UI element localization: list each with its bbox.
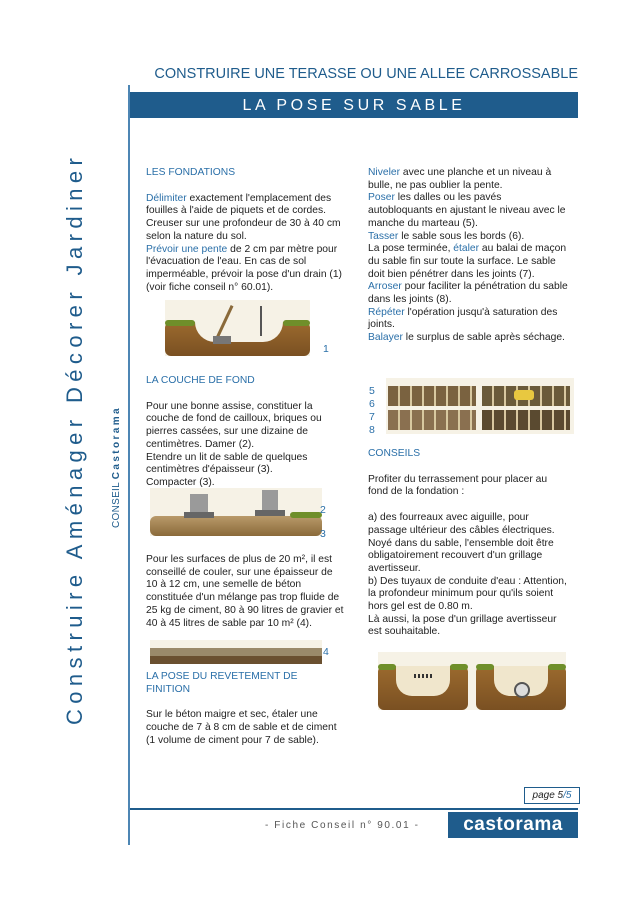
fiche-number: - Fiche Conseil n° 90.01 - <box>265 820 420 831</box>
verb-arroser: Arroser <box>368 281 402 293</box>
conseil-tuyaux: b) Des tuyaux de conduite d'eau : Attention, la profondeur minimum pour qu'ils soient hors gel est de 0.80 m. <box>368 575 567 613</box>
paragraph-beton-maigre: Sur le béton maigre et sec, étaler une couche de 7 à 8 cm de sable et de ciment (1 volume de ciment pour 7 de sable). <box>146 709 337 746</box>
conseil-grillage: Là aussi, la pose d'un grillage avertisseur est souhaitable. <box>368 613 557 638</box>
figure-number-6: 6 <box>369 398 375 410</box>
steps-block <box>368 167 568 345</box>
verb-tasser: Tasser <box>368 230 399 242</box>
link-pente: Prévoir une pente <box>146 243 228 255</box>
couche-block <box>146 375 344 490</box>
page-title: CONSTRUIRE UNE TERASSE OU UNE ALLEE CARROSSABLE <box>154 66 578 82</box>
text-pose-b: au balai de maçon du sable fin sur toute la surface. Le sable doit bien pénétrer dans les joints (7). <box>368 243 567 280</box>
side-subtitle-brand: Castorama <box>111 405 122 480</box>
side-subtitle-prefix: CONSEIL <box>111 482 122 528</box>
step-tasser <box>368 231 568 244</box>
step-arroser <box>368 281 568 306</box>
figure-number-2: 2 <box>320 504 326 516</box>
heading-fondations: LES FONDATIONS <box>146 167 236 178</box>
vertical-rule <box>128 85 130 845</box>
text-niveler: avec une planche et un niveau à bulle, ne pas oublier la pente. <box>368 167 552 191</box>
paragraph-lit-sable: Etendre un lit de sable de quelques centimètres d'épaisseur (3). <box>146 451 308 476</box>
step-poser <box>368 192 568 230</box>
section-banner: LA POSE SUR SABLE <box>130 92 578 118</box>
step-etaler <box>368 243 568 281</box>
side-subtitle <box>111 328 122 528</box>
text-repeter: l'opération jusqu'à saturation des joints. <box>368 306 558 331</box>
figure-number-3: 3 <box>320 528 326 540</box>
verb-balayer: Balayer <box>368 332 403 344</box>
figure-number-8: 8 <box>369 424 375 436</box>
text-tasser: le sable sous les bords (6). <box>398 230 525 242</box>
verb-poser: Poser <box>368 192 395 204</box>
side-title: Construire Aménager Décorer Jardiner <box>62 152 87 725</box>
verb-etaler: étaler <box>453 243 480 255</box>
text-pente: de 2 cm par mètre pour l'évacuation de l'eau. En cas de sol imperméable, prévoir la pose d'un drain (1) (voir fiche conseil n° 60.01). <box>146 243 342 293</box>
paragraph-pente <box>146 244 344 295</box>
page-total: /5 <box>563 790 572 801</box>
paragraph-beton: Pour les surfaces de plus de 20 m², il est conseillé de couler, sur une épaisseur de 10 à 12 cm, une semelle de béton constituée d'un mélange pas trop fluide de 25 kg de ciment, 80 à 90 litres de gravier et 40 à 45 litres de sable par 10 m² (4). <box>146 554 344 629</box>
page-label: page 5 <box>532 790 564 801</box>
pose-block <box>146 671 344 748</box>
text-arroser: pour faciliter la pénétration du sable dans les joints (8). <box>368 281 568 306</box>
conseils-block <box>368 448 568 639</box>
heading-couche: LA COUCHE DE FOND <box>146 375 255 386</box>
castorama-logo: castorama <box>448 812 578 838</box>
text-poser: les dalles ou les pavés autobloquants en ajustant le niveau avec le manche du marteau (5). <box>368 192 566 229</box>
step-repeter <box>368 307 568 332</box>
footer-rule <box>130 808 578 810</box>
figure-number-4: 4 <box>323 646 329 658</box>
conseil-fourreaux: a) des fourreaux avec aiguille, pour passage ultérieur des câbles électriques. Noyé dans du sable, l'ensemble doit être obligatoirement recouvert d'un grillage avertisseur. <box>368 512 555 574</box>
text-pose-a: La pose terminée, <box>368 243 454 255</box>
illustration-conduits <box>378 652 566 710</box>
figure-number-1: 1 <box>323 343 329 355</box>
illustration-damer <box>150 488 322 536</box>
beton-block <box>146 554 344 630</box>
paragraph-assise: Pour une bonne assise, constituer la couche de fond de cailloux, briques ou pierres cassées, sur une dizaine de centimètres. Damer (2). <box>146 400 322 450</box>
page-indicator <box>524 787 580 804</box>
paragraph-delimiter <box>146 193 344 244</box>
paragraph-compacter: Compacter (3). <box>146 476 215 488</box>
verb-repeter: Répéter <box>368 306 405 318</box>
figure-number-7: 7 <box>369 411 375 423</box>
figure-number-5: 5 <box>369 385 375 397</box>
step-balayer <box>368 332 568 345</box>
verb-delimiter: Délimiter <box>146 192 187 204</box>
step-niveler <box>368 167 568 192</box>
text-delimiter: exactement l'emplacement des fouilles à l'aide de piquets et de cordes. Creuser sur une profondeur de 30 à 40 cm selon la nature du sol. <box>146 192 341 242</box>
heading-conseils: CONSEILS <box>368 448 421 459</box>
fondations-block <box>146 167 344 294</box>
text-balayer: le surplus de sable après séchage. <box>402 332 565 344</box>
illustration-semelle <box>150 640 322 664</box>
heading-pose: LA POSE DU REVETEMENT DE FINITION <box>146 671 298 695</box>
conseil-intro: Profiter du terrassement pour placer au fond de la fondation : <box>368 473 548 498</box>
illustration-trench <box>165 300 310 356</box>
verb-niveler: Niveler <box>368 167 401 178</box>
illustration-paving <box>386 378 574 434</box>
